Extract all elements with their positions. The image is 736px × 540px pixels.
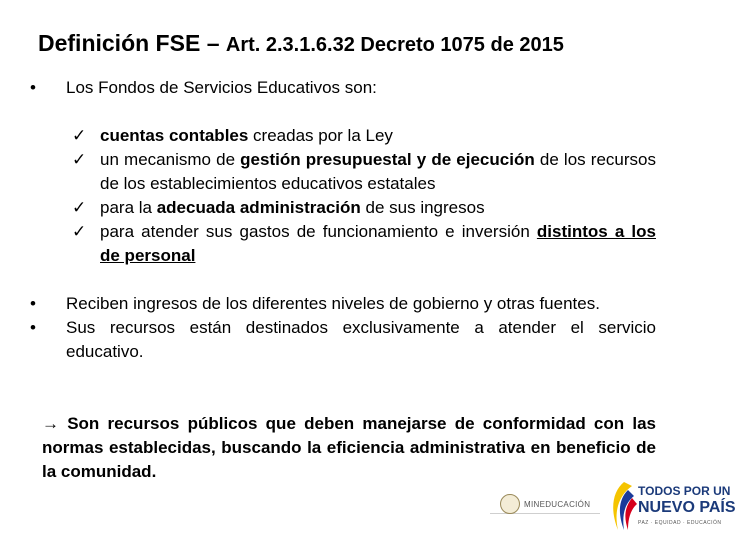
nuevo-pais-tagline: PAZ · EQUIDAD · EDUCACIÓN [638, 520, 722, 526]
check-text: creadas por la Ley [248, 126, 393, 145]
checkmark-icon: ✓ [72, 222, 87, 241]
checkmark-icon: ✓ [72, 126, 87, 145]
bullet-text: Sus recursos están destinados exclusivamente a atender el servicio educativo. [66, 318, 656, 361]
footer-logos [490, 472, 736, 540]
check-bold: adecuada administración [156, 198, 361, 217]
bullet-list-2 [30, 292, 656, 364]
check-bold: cuentas contables [100, 126, 249, 145]
check-text: de sus ingresos [360, 198, 485, 217]
nuevo-pais-line2: NUEVO PAÍS [638, 499, 736, 516]
conclusion-text: Son recursos públicos que deben manejarse de conformidad con las normas establecidas, buscando la eficiencia administrativa en beneficio de la comunidad. [42, 414, 656, 481]
check-underlined: distintos a los de personal [100, 222, 656, 265]
arrow-right-icon: → [42, 414, 59, 433]
list-item [72, 124, 656, 148]
flag-swoosh-icon [604, 480, 638, 532]
bullet-dot: • [30, 294, 36, 313]
mineducacion-logo [500, 494, 590, 514]
check-bold: gestión presupuestal y de ejecución [240, 150, 535, 169]
check-text: para atender sus gastos de funcionamiento e inversión [100, 222, 537, 241]
list-item [72, 148, 656, 196]
bullet-dot: • [30, 318, 36, 337]
list-item [30, 316, 656, 364]
check-text: de los recursos de los establecimientos educativos estatales [100, 150, 656, 193]
check-list [72, 124, 656, 268]
intro-text: Los Fondos de Servicios Educativos son: [66, 78, 377, 97]
coat-of-arms-icon [500, 494, 520, 514]
list-item [72, 196, 656, 220]
bullet-text: Reciben ingresos de los diferentes niveles de gobierno y otras fuentes. [66, 294, 600, 313]
list-item [30, 292, 656, 316]
check-text: un mecanismo de [100, 150, 241, 169]
intro-bullet [30, 76, 656, 100]
title-dash: – [206, 30, 226, 56]
checkmark-icon: ✓ [72, 198, 87, 217]
title-subtitle: Art. 2.3.1.6.32 Decreto 1075 de 2015 [225, 34, 564, 56]
bullet-dot: • [30, 78, 36, 97]
title-main: Definición FSE [38, 30, 207, 56]
slide-body [30, 76, 656, 364]
check-text: para la [100, 198, 157, 217]
checkmark-icon: ✓ [72, 150, 87, 169]
nuevo-pais-logo [604, 480, 736, 537]
mineducacion-name: MINEDUCACIÓN [524, 499, 591, 509]
nuevo-pais-line1: TODOS POR UN [638, 484, 731, 498]
list-item [72, 220, 656, 268]
page-title [38, 30, 698, 57]
